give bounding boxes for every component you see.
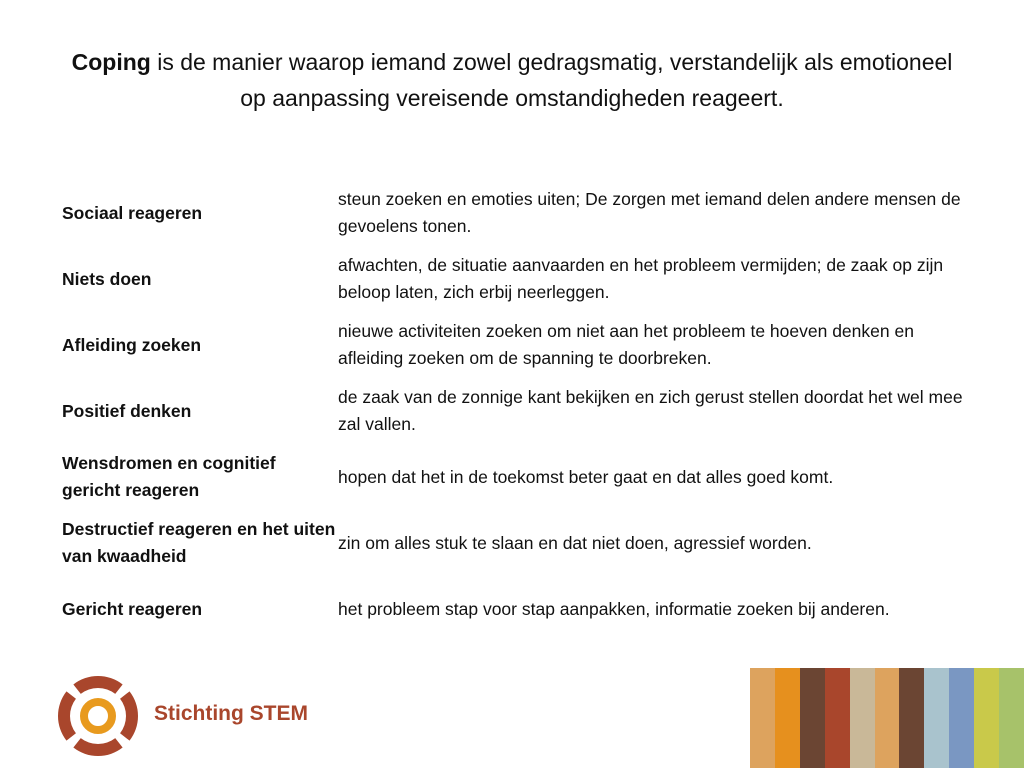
stichting-stem-logo	[56, 674, 356, 758]
coping-style-description: zin om alles stuk te slaan en dat niet doen, agressief worden.	[338, 532, 812, 553]
stripe	[850, 668, 875, 768]
logo-name: Stichting	[154, 702, 244, 725]
stem-logo-icon	[56, 674, 140, 758]
coping-style-label: Wensdromen en cognitief gericht reageren	[62, 453, 276, 500]
logo-ring-segment	[73, 738, 122, 756]
coping-table-body	[52, 180, 972, 642]
coping-style-description: afwachten, de situatie aanvaarden en het probleem vermijden; de zaak op zijn beloop laten, zich erbij neerleggen.	[338, 255, 944, 302]
table-row	[52, 312, 972, 378]
stripe	[775, 668, 800, 768]
logo-center-ring	[84, 702, 112, 730]
logo-ring-segment	[73, 676, 122, 694]
coping-table	[52, 180, 972, 642]
stripe	[999, 668, 1024, 768]
coping-style-label: Niets doen	[62, 268, 152, 289]
stripe	[924, 668, 949, 768]
table-row	[52, 510, 972, 576]
coping-style-description: hopen dat het in de toekomst beter gaat en dat alles goed komt.	[338, 466, 834, 487]
logo-ring-segment	[120, 691, 138, 740]
coping-style-label: Gericht reageren	[62, 598, 203, 619]
stripe	[825, 668, 850, 768]
table-row	[52, 444, 972, 510]
logo-brand: STEM	[249, 702, 309, 725]
coping-style-description: de zaak van de zonnige kant bekijken en zich gerust stellen doordat het wel mee zal vallen.	[338, 387, 963, 434]
logo-wordmark	[154, 702, 308, 726]
stripe	[949, 668, 974, 768]
stripe	[974, 668, 999, 768]
coping-style-label: Positief denken	[62, 400, 192, 421]
logo-ring-segment	[58, 691, 76, 740]
coping-style-label: Destructief reageren en het uiten van kwaadheid	[62, 519, 336, 566]
coping-style-label: Sociaal reageren	[62, 202, 203, 223]
intro-term: Coping	[71, 49, 151, 75]
table-row	[52, 180, 972, 246]
intro-text	[60, 44, 964, 116]
stripe	[800, 668, 825, 768]
coping-style-description: het probleem stap voor stap aanpakken, informatie zoeken bij anderen.	[338, 598, 890, 619]
coping-style-description: nieuwe activiteiten zoeken om niet aan het probleem te hoeven denken en afleiding zoeken om de spanning te doorbreken.	[338, 321, 914, 368]
table-row	[52, 378, 972, 444]
intro-definition: is de manier waarop iemand zowel gedragsmatig, verstandelijk als emotioneel op aanpassing vereisende omstandigheden reageert.	[150, 49, 953, 111]
table-row	[52, 246, 972, 312]
coping-style-label: Afleiding zoeken	[62, 334, 202, 355]
coping-style-description: steun zoeken en emoties uiten; De zorgen met iemand delen andere mensen de gevoelens tonen.	[338, 189, 961, 236]
decorative-stripes	[750, 668, 1024, 768]
stripe	[899, 668, 924, 768]
stripe	[875, 668, 900, 768]
stripe	[750, 668, 775, 768]
table-row	[52, 576, 972, 642]
